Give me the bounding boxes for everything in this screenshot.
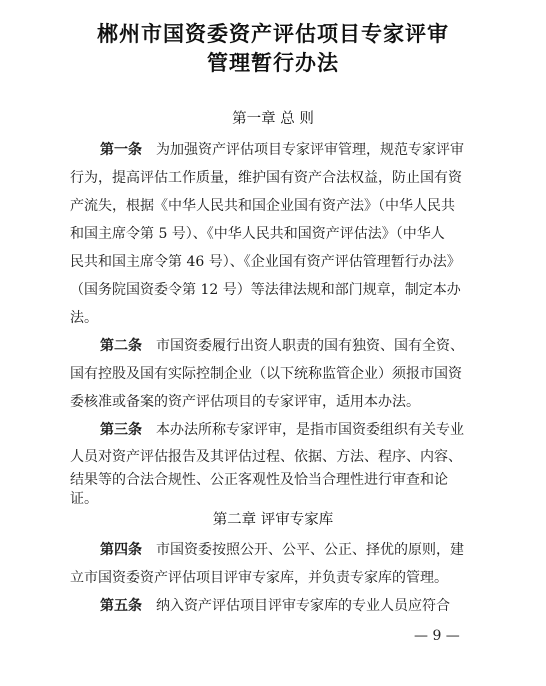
article-3-line: 人员对资产评估报告及其评估过程、依据、方法、程序、内容、	[70, 449, 462, 465]
article-2-text: 市国资委履行出资人职责的国有独资、国有全资、	[156, 338, 464, 354]
article-1-label: 第一条	[100, 142, 142, 158]
article-5-text: 纳入资产评估项目评审专家库的专业人员应符合	[156, 598, 450, 614]
article-4-label: 第四条	[100, 542, 142, 558]
article-2-label: 第二条	[100, 338, 142, 354]
chapter-1-heading: 第一章 总 则	[232, 111, 314, 127]
article-5-label: 第五条	[100, 598, 142, 614]
doc-title-line-1: 郴州市国资委资产评估项目专家评审	[97, 22, 449, 46]
article-1-line: 和国主席令第 5 号）、《中华人民共和国资产评估法》（中华人	[70, 226, 445, 242]
article-2-first-line	[100, 336, 474, 356]
article-5-first-line	[100, 596, 474, 616]
article-2-line: 委核准或备案的资产评估项目的专家评审，适用本办法。	[70, 394, 420, 410]
article-1-line: （国务院国资委令第 12 号）等法律法规和部门规章，制定本办	[70, 282, 461, 298]
article-1-line: 产流失，根据《中华人民共和国企业国有资产法》（中华人民共	[70, 198, 455, 214]
article-1-line: 法。	[70, 310, 98, 326]
article-3-text: 本办法所称专家评审，是指市国资委组织有关专业	[156, 422, 464, 438]
article-2-line: 国有控股及国有实际控制企业（以下统称监管企业）须报市国资	[70, 366, 462, 382]
article-4-line: 立市国资委资产评估项目评审专家库，并负责专家库的管理。	[70, 570, 448, 586]
article-1-text: 为加强资产评估项目专家评审管理，规范专家评审	[156, 142, 464, 158]
article-3-first-line	[100, 420, 474, 440]
page-number: — 9 —	[414, 628, 460, 644]
article-3-label: 第三条	[100, 422, 142, 438]
article-4-first-line	[100, 540, 474, 560]
article-1-line: 行为，提高评估工作质量，维护国有资产合法权益，防止国有资	[70, 170, 462, 186]
article-1-line: 民共和国主席令第 46 号）、《企业国有资产评估管理暂行办法》	[70, 254, 461, 270]
article-4-text: 市国资委按照公开、公平、公正、择优的原则，建	[156, 542, 464, 558]
article-3-line: 结果等的合法合规性、公正客观性及恰当合理性进行审查和论	[70, 472, 448, 488]
doc-title-line-2: 管理暂行办法	[207, 51, 339, 75]
article-1-first-line	[100, 140, 474, 160]
chapter-2-heading: 第二章 评审专家库	[212, 512, 334, 528]
article-3-line: 证。	[70, 491, 98, 507]
